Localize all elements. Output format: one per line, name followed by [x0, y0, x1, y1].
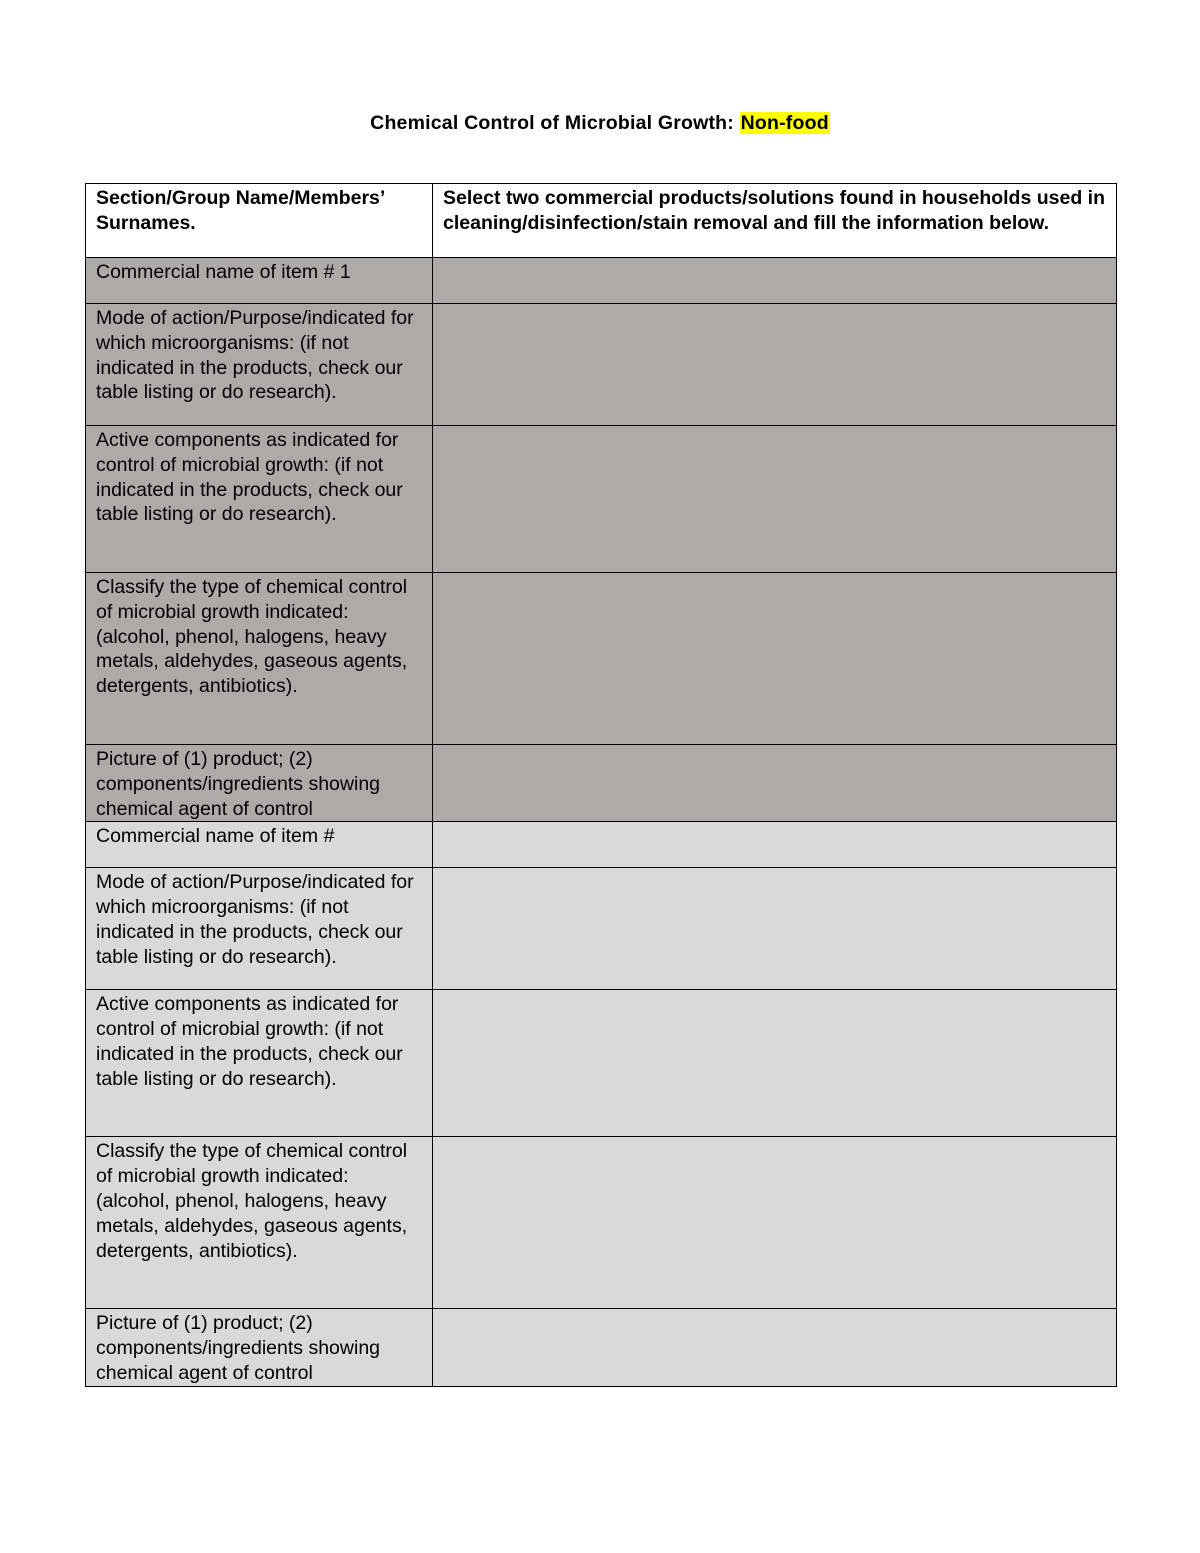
item1-mode-row — [86, 304, 1117, 426]
title-highlight: Non-food — [740, 112, 829, 134]
item1-name-row — [86, 258, 1117, 304]
item2-active-label: Active components as indicated for control of microbial growth: (if not indicated in the products, check our table listing or do research). — [86, 990, 433, 1137]
item1-picture-answer[interactable] — [433, 745, 1117, 822]
item2-classify-answer[interactable] — [433, 1137, 1117, 1309]
item2-picture-row — [86, 1309, 1117, 1386]
item2-name-answer[interactable] — [433, 822, 1117, 868]
item2-classify-label: Classify the type of chemical control of microbial growth indicated: (alcohol, phenol, halogens, heavy metals, aldehydes, gaseous agents, detergents, antibiotics). — [86, 1137, 433, 1309]
item2-active-answer[interactable] — [433, 990, 1117, 1137]
title-text: Chemical Control of Microbial Growth: — [370, 112, 740, 134]
item1-active-row — [86, 426, 1117, 573]
item2-classify-row — [86, 1137, 1117, 1309]
item1-name-answer[interactable] — [433, 258, 1117, 304]
item2-name-row — [86, 822, 1117, 868]
header-section-group-cell: Section/Group Name/Members’ Surnames. — [86, 184, 433, 258]
worksheet-table — [85, 183, 1117, 1387]
item1-classify-answer[interactable] — [433, 573, 1117, 745]
item2-picture-answer[interactable] — [433, 1309, 1117, 1386]
item1-classify-label: Classify the type of chemical control of microbial growth indicated: (alcohol, phenol, halogens, heavy metals, aldehydes, gaseous agents, detergents, antibiotics). — [86, 573, 433, 745]
item2-name-label: Commercial name of item # — [86, 822, 433, 868]
item2-mode-label: Mode of action/Purpose/indicated for which microorganisms: (if not indicated in the products, check our table listing or do research). — [86, 868, 433, 990]
item1-picture-row — [86, 745, 1117, 822]
item1-mode-label: Mode of action/Purpose/indicated for which microorganisms: (if not indicated in the products, check our table listing or do research). — [86, 304, 433, 426]
item2-mode-answer[interactable] — [433, 868, 1117, 990]
item2-mode-row — [86, 868, 1117, 990]
page-title — [0, 110, 1200, 136]
item1-classify-row — [86, 573, 1117, 745]
item2-picture-label: Picture of (1) product; (2) components/ingredients showing chemical agent of control — [86, 1309, 433, 1386]
item1-mode-answer[interactable] — [433, 304, 1117, 426]
item1-active-label: Active components as indicated for control of microbial growth: (if not indicated in the products, check our table listing or do research). — [86, 426, 433, 573]
header-row — [86, 184, 1117, 258]
item1-name-label: Commercial name of item # 1 — [86, 258, 433, 304]
item1-active-answer[interactable] — [433, 426, 1117, 573]
header-instructions-cell: Select two commercial products/solutions found in households used in cleaning/disinfection/stain removal and fill the information below. — [433, 184, 1117, 258]
item2-active-row — [86, 990, 1117, 1137]
item1-picture-label: Picture of (1) product; (2) components/ingredients showing chemical agent of control — [86, 745, 433, 822]
